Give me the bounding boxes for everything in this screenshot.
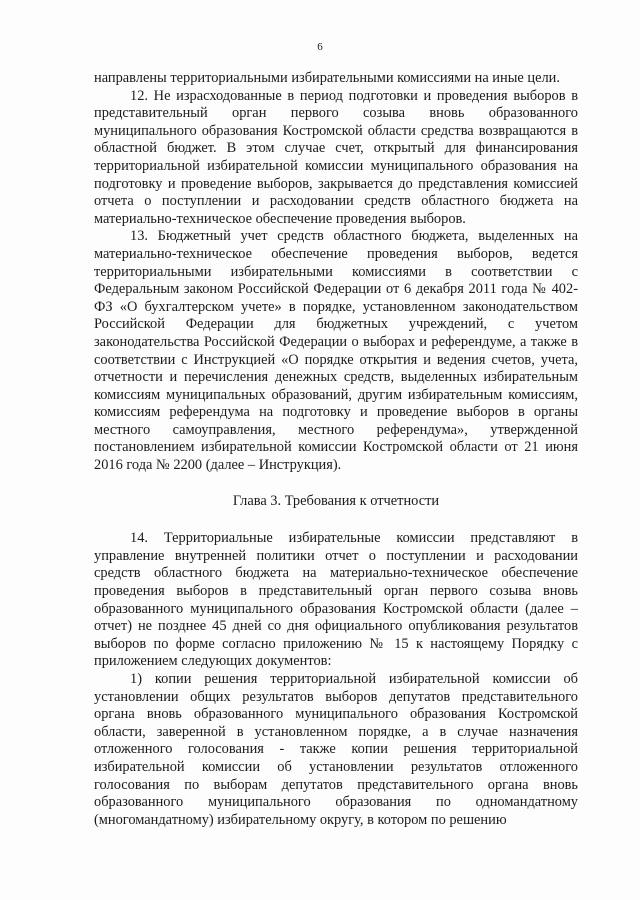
document-body [94,70,578,829]
paragraph-12: 12. Не израсходованные в период подготовки и проведения выборов в представительный орган первого созыва вновь образованного муниципального образования Костромской области средства возвращаются в областной бюджет. В этом случае счет, открытый для финансирования территориальной избирательной комиссии муниципального образования на подготовку и проведение выборов, закрывается до представления комиссией отчета о поступлении и расходовании средств областного бюджета на материально-техническое обеспечение проведения выборов. [94,87,578,227]
page-number: 6 [317,41,323,53]
paragraph-14-item-1: 1) копии решения территориальной избирательной комиссии об установлении общих результатов выборов депутатов представительного органа вновь образованного муниципального образования Костромской области, заверенной в установленном порядке, а в случае назначения отложенного голосования - также копии решения территориальной избирательной комиссии об установлении результатов отложенного голосования по выборам депутатов представительного органа вновь образованного муниципального образования по одномандатному (многомандатному) избирательному округу, в котором по решению [94,671,578,828]
chapter-heading: Глава 3. Требования к отчетности [232,492,440,509]
paragraph-continuation: направлены территориальными избирательными комиссиями на иные цели. [94,70,560,86]
paragraph-14: 14. Территориальные избирательные комиссии представляют в управление внутренней политики отчет о поступлении и расходовании средств областного бюджета на материально-техническое обеспечение проведения выборов в представительный орган первого созыва вновь образованного муниципального образования Костромской области (далее – отчет) не позднее 45 дней со дня официального опубликования результатов выборов по форме согласно приложению № 15 к настоящему Порядку с приложением следующих документов: [94,530,578,670]
paragraph-13: 13. Бюджетный учет средств областного бюджета, выделенных на материально-техническое обеспечение проведения выборов, ведется территориальными избирательными комиссиями в соответствии с Федеральным законом Российской Федерации от 6 декабря 2011 года № 402-ФЗ «О бухгалтерском учете» в порядке, установленном законодательством Российской Федерации для бюджетных учреждений, с учетом законодательства Российской Федерации о выборах и референдуме, а также в соответствии с Инструкцией «О порядке открытия и ведения счетов, учета, отчетности и перечисления денежных средств, выделенных избирательным комиссиям муниципальных образований, другим избирательным комиссиям, комиссиям референдума на подготовку и проведение выборов в органы местного самоуправления, местного референдума», утвержденной постановлением избирательной комиссии Костромской области от 21 июня 2016 года № 2200 (далее – Инструкция). [94,228,578,474]
